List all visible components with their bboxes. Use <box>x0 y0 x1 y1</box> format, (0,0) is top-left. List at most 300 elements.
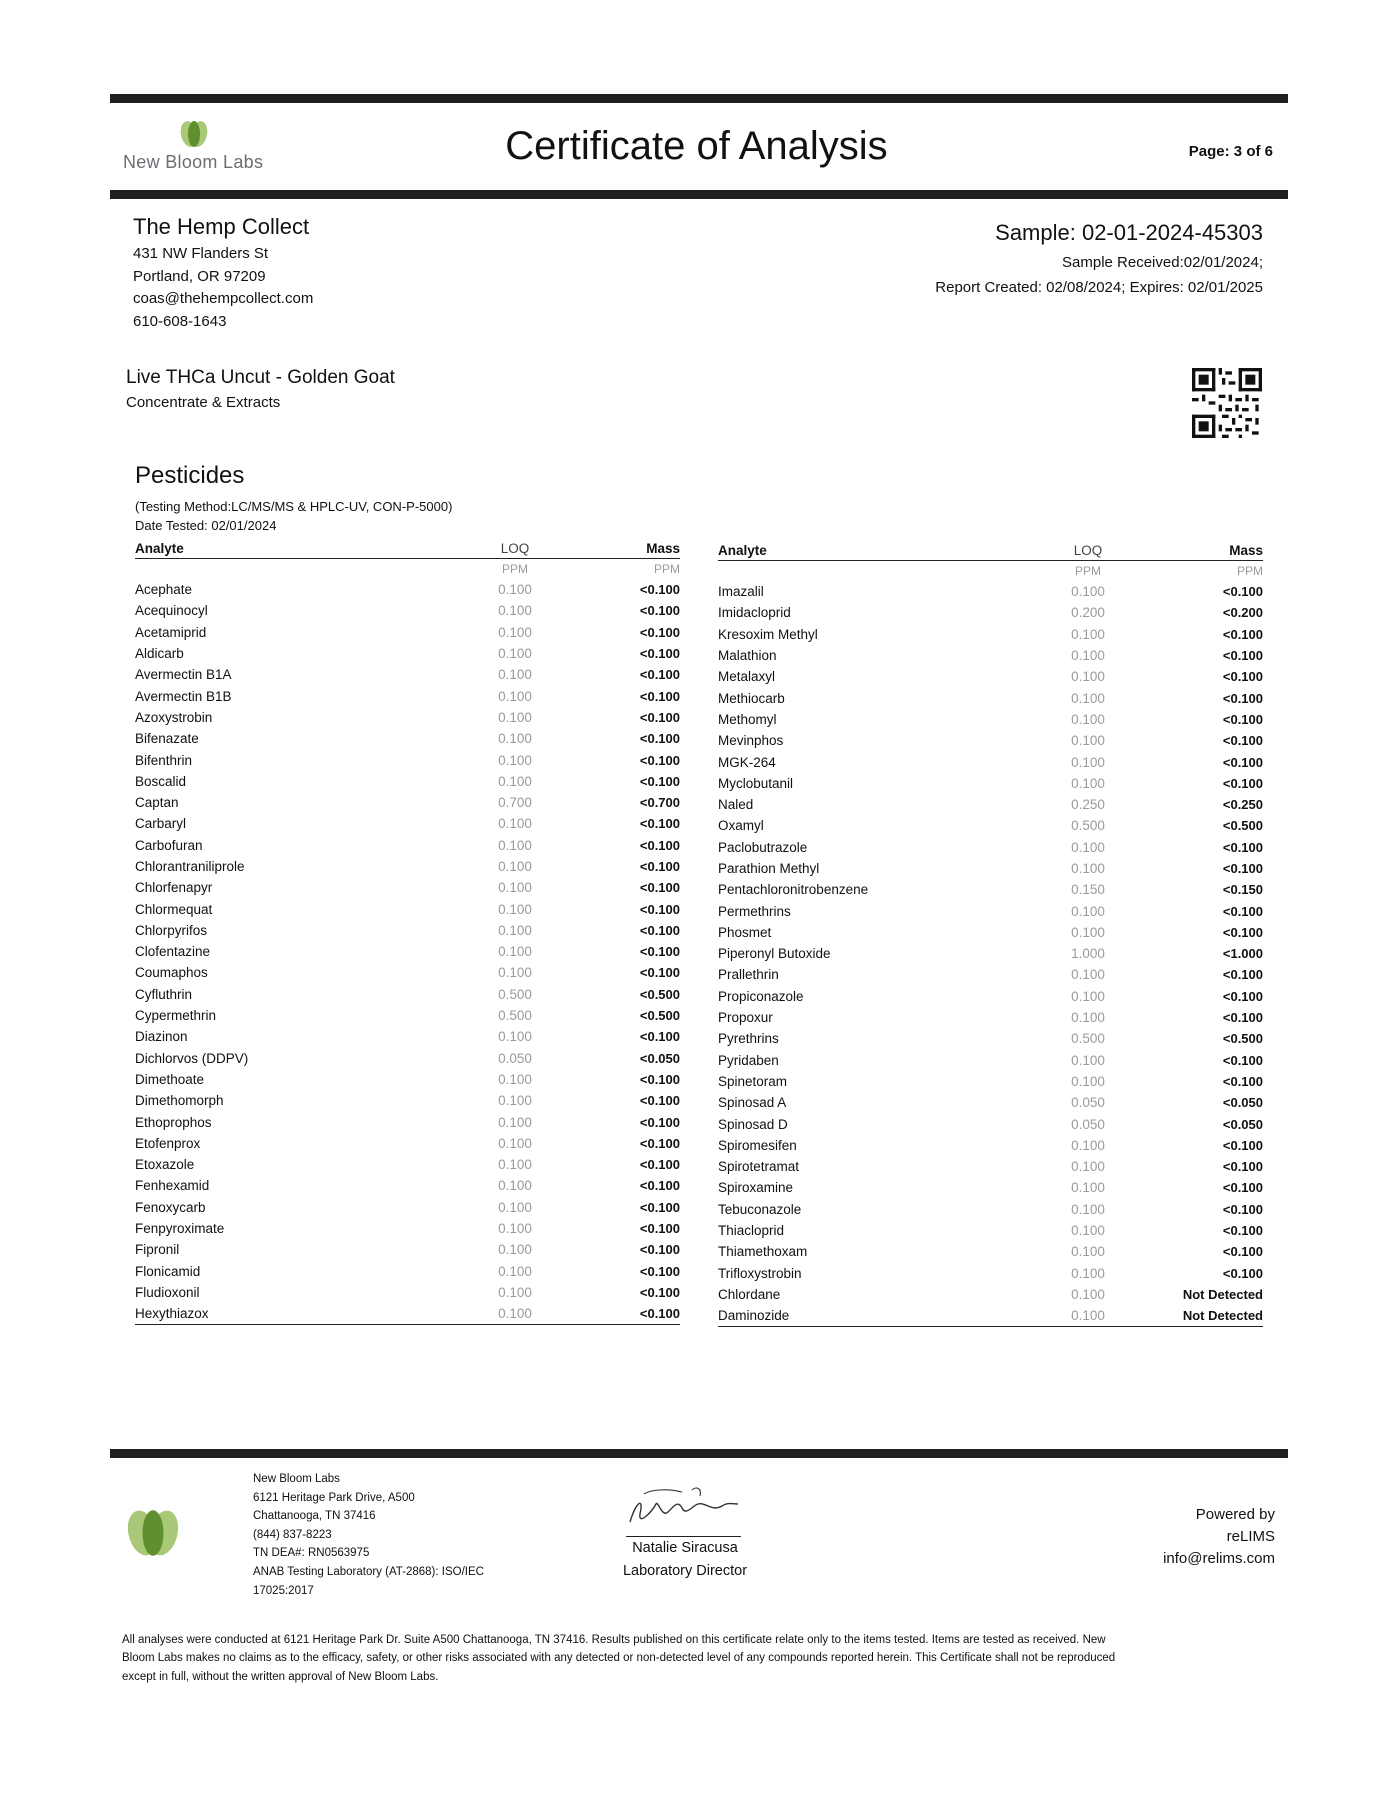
loq-cell: 0.100 <box>1071 1223 1105 1239</box>
table-row <box>135 1197 680 1218</box>
table-row <box>135 664 680 685</box>
table-row <box>718 858 1263 879</box>
mass-cell: <0.250 <box>1222 797 1263 813</box>
analyte-cell: Spirotetramat <box>718 1159 800 1175</box>
powered-by-line: info@relims.com <box>1163 1550 1275 1567</box>
mass-cell: <0.100 <box>639 709 680 725</box>
analyte-cell: Tebuconazole <box>718 1201 802 1217</box>
analyte-cell: Chlordane <box>718 1286 781 1302</box>
table-row <box>718 837 1263 858</box>
analyte-cell: Mevinphos <box>718 733 784 749</box>
mass-cell: <1.000 <box>1222 946 1263 962</box>
analyte-cell: Acequinocyl <box>135 603 208 619</box>
mass-cell: <0.100 <box>1222 1244 1263 1260</box>
signature-image <box>622 1482 742 1534</box>
loq-cell: 0.100 <box>1071 754 1105 770</box>
mass-cell: <0.100 <box>1222 690 1263 706</box>
table-row <box>135 835 680 856</box>
sample-id: Sample: 02-01-2024-45303 <box>995 220 1263 245</box>
loq-cell: 0.100 <box>498 1242 532 1258</box>
mass-cell: <0.100 <box>565 1303 680 1325</box>
units-row <box>718 561 1263 582</box>
powered-by-line: Powered by <box>1195 1506 1275 1523</box>
mass-unit: PPM <box>653 562 680 576</box>
loq-cell: 0.100 <box>1071 1159 1105 1175</box>
mass-cell: <0.100 <box>639 1114 680 1130</box>
mass-cell: <0.500 <box>639 1008 680 1024</box>
mass-cell: <0.100 <box>639 1071 680 1087</box>
mass-cell: <0.100 <box>1222 1010 1263 1026</box>
table-row <box>718 1305 1263 1327</box>
col-analyte-header: Analyte <box>718 540 1038 561</box>
lab-address-line: TN DEA#: RN0563975 <box>253 1547 370 1560</box>
table-row <box>135 728 680 749</box>
loq-cell: 0.150 <box>1071 882 1105 898</box>
table-row <box>718 709 1263 730</box>
analyte-cell: Fipronil <box>135 1242 180 1258</box>
loq-cell: 0.100 <box>498 1071 532 1087</box>
mass-cell: <0.100 <box>639 667 680 683</box>
analyte-cell: Bifenthrin <box>135 752 193 768</box>
mass-cell: <0.100 <box>1222 733 1263 749</box>
mass-cell: <0.100 <box>1222 924 1263 940</box>
table-row <box>718 794 1263 815</box>
loq-cell: 0.100 <box>1071 669 1105 685</box>
analyte-cell: Fenhexamid <box>135 1178 210 1194</box>
table-row <box>135 1069 680 1090</box>
mass-cell: <0.100 <box>1222 1073 1263 1089</box>
analyte-cell: Diazinon <box>135 1029 188 1045</box>
testing-method: (Testing Method:LC/MS/MS & HPLC-UV, CON-P-5000) <box>135 499 453 514</box>
loq-cell: 0.100 <box>1071 967 1105 983</box>
analyte-cell: Oxamyl <box>718 818 764 834</box>
analyte-cell: Chlormequat <box>135 901 213 917</box>
table-row <box>718 730 1263 751</box>
analyte-cell: Fenpyroximate <box>135 1221 225 1237</box>
loq-cell: 0.100 <box>498 837 532 853</box>
lab-address-line: 6121 Heritage Park Drive, A500 <box>253 1491 415 1504</box>
loq-cell: 0.500 <box>1071 1031 1105 1047</box>
mass-cell: <0.100 <box>639 1199 680 1215</box>
table-row <box>718 1092 1263 1113</box>
analyte-cell: Fenoxycarb <box>135 1199 206 1215</box>
analyte-cell: Paclobutrazole <box>718 839 808 855</box>
analyte-cell: Chlorpyrifos <box>135 922 208 938</box>
loq-cell: 0.100 <box>1071 988 1105 1004</box>
lab-address-line: ANAB Testing Laboratory (AT-2868): ISO/IEC <box>253 1565 484 1578</box>
table-row <box>135 1282 680 1303</box>
analyte-cell: Imidacloprid <box>718 605 791 621</box>
client-phone: 610-608-1643 <box>133 312 227 330</box>
table-row <box>718 1071 1263 1092</box>
client-block <box>133 214 313 333</box>
mass-cell: <0.100 <box>639 837 680 853</box>
table-row <box>718 1284 1263 1305</box>
mass-cell: <0.500 <box>1222 1031 1263 1047</box>
table-row <box>718 687 1263 708</box>
analyte-cell: Spinetoram <box>718 1073 788 1089</box>
table-row <box>718 986 1263 1007</box>
loq-cell: 0.100 <box>498 1029 532 1045</box>
mass-cell: <0.100 <box>1222 648 1263 664</box>
analyte-cell: Avermectin B1B <box>135 688 232 704</box>
table-row <box>135 1133 680 1154</box>
analyte-cell: Kresoxim Methyl <box>718 626 818 642</box>
loq-cell: 0.100 <box>498 1199 532 1215</box>
analyte-cell: Ethoprophos <box>135 1114 212 1130</box>
mass-cell: <0.100 <box>639 1263 680 1279</box>
loq-unit: PPM <box>1074 564 1101 578</box>
analyte-cell: Chlorfenapyr <box>135 880 213 896</box>
lab-address-line: Chattanooga, TN 37416 <box>253 1510 376 1523</box>
client-address-2: Portland, OR 97209 <box>133 267 266 285</box>
mass-cell: <0.100 <box>1222 1265 1263 1281</box>
analyte-cell: Cyfluthrin <box>135 986 193 1002</box>
mass-unit: PPM <box>1236 564 1263 578</box>
analyte-cell: Carbofuran <box>135 837 203 853</box>
analyte-cell: Daminozide <box>718 1305 1038 1327</box>
mass-cell: <0.100 <box>1222 1201 1263 1217</box>
lab-address-line: New Bloom Labs <box>253 1473 340 1485</box>
loq-cell: 0.100 <box>1071 711 1105 727</box>
loq-cell: 0.100 <box>498 688 532 704</box>
analyte-cell: Boscalid <box>135 773 187 789</box>
mass-cell: <0.200 <box>1222 605 1263 621</box>
analyte-cell: Trifloxystrobin <box>718 1265 802 1281</box>
mass-cell: <0.100 <box>639 1157 680 1173</box>
analyte-cell: Captan <box>135 795 179 811</box>
table-row <box>135 600 680 621</box>
mass-cell: <0.100 <box>1222 1137 1263 1153</box>
mass-cell: <0.100 <box>639 688 680 704</box>
analyte-cell: Dimethomorph <box>135 1093 224 1109</box>
mass-cell: <0.100 <box>639 965 680 981</box>
analyte-cell: Naled <box>718 797 754 813</box>
mass-cell: <0.100 <box>1222 861 1263 876</box>
loq-cell: 0.100 <box>498 965 532 981</box>
mass-cell: <0.100 <box>1222 903 1263 919</box>
analyte-cell: Phosmet <box>718 924 772 940</box>
loq-cell: 0.050 <box>498 1050 532 1066</box>
table-row <box>718 1263 1263 1284</box>
mass-cell: <0.100 <box>1222 626 1263 642</box>
mass-cell: <0.050 <box>639 1050 680 1066</box>
loq-cell: 0.100 <box>498 624 532 640</box>
mass-cell: <0.500 <box>639 986 680 1002</box>
client-name: The Hemp Collect <box>133 214 310 239</box>
table-row <box>135 941 680 962</box>
header-top-rule <box>110 94 1288 103</box>
analyte-cell: Methiocarb <box>718 690 785 706</box>
mass-cell: <0.100 <box>1222 584 1263 600</box>
analyte-cell: Spinosad D <box>718 1116 788 1132</box>
client-address-1: 431 NW Flanders St <box>133 245 269 262</box>
analyte-cell: Etoxazole <box>135 1157 195 1173</box>
table-row <box>135 920 680 941</box>
disclaimer <box>122 1631 1282 1686</box>
signer-name: Natalie Siracusa <box>632 1540 738 1556</box>
table-header-row <box>135 538 680 559</box>
loq-cell: 0.100 <box>1071 1244 1105 1260</box>
mass-cell: <0.100 <box>1222 711 1263 727</box>
table-row <box>135 1026 680 1047</box>
loq-cell: 0.100 <box>1071 1201 1105 1217</box>
powered-by-block <box>1163 1504 1275 1570</box>
loq-cell: 0.500 <box>1071 818 1105 834</box>
loq-cell: 0.100 <box>498 901 532 917</box>
loq-cell: 0.100 <box>1071 1010 1105 1026</box>
analyte-cell: Thiamethoxam <box>718 1244 808 1260</box>
loq-cell: 0.100 <box>1071 861 1105 876</box>
loq-cell: 1.000 <box>1071 946 1105 962</box>
loq-cell: 0.100 <box>498 1093 532 1109</box>
footer-rule <box>110 1449 1288 1458</box>
analyte-cell: Chlorantraniliprole <box>135 859 245 874</box>
signature-line <box>626 1536 741 1537</box>
qr-code-icon[interactable] <box>1192 368 1262 438</box>
mass-cell: <0.100 <box>1222 754 1263 770</box>
table-row <box>135 1303 680 1325</box>
analyte-cell: Thiacloprid <box>718 1223 785 1239</box>
analyte-cell: Metalaxyl <box>718 669 776 685</box>
analyte-cell: Pyridaben <box>718 1052 779 1068</box>
loq-cell: 0.100 <box>1071 1073 1105 1089</box>
loq-cell: 0.100 <box>498 773 532 789</box>
mass-cell: <0.100 <box>639 1178 680 1194</box>
loq-cell: 0.100 <box>1038 1305 1138 1327</box>
table-row <box>135 1005 680 1026</box>
analyte-cell: Coumaphos <box>135 965 208 981</box>
analyte-cell: Acephate <box>135 582 193 598</box>
table-row <box>718 773 1263 794</box>
analyte-cell: Acetamiprid <box>135 624 207 640</box>
analyte-cell: Avermectin B1A <box>135 667 232 683</box>
loq-cell: 0.100 <box>1071 1180 1105 1196</box>
analyte-cell: Carbaryl <box>135 816 187 832</box>
loq-cell: 0.100 <box>465 1303 565 1325</box>
mass-cell: <0.100 <box>639 603 680 619</box>
results-table-left <box>135 538 680 1325</box>
loq-cell: 0.250 <box>1071 797 1105 813</box>
loq-cell: 0.100 <box>1071 775 1105 791</box>
table-row <box>718 1199 1263 1220</box>
mass-cell: <0.100 <box>639 624 680 640</box>
loq-unit: PPM <box>501 562 528 576</box>
product-name: Live THCa Uncut - Golden Goat <box>126 367 395 388</box>
logo-text: New Bloom Labs <box>123 152 264 172</box>
analyte-cell: Piperonyl Butoxide <box>718 946 831 962</box>
mass-cell: <0.100 <box>1222 1180 1263 1196</box>
loq-cell: 0.100 <box>498 1263 532 1279</box>
loq-cell: 0.700 <box>498 795 532 811</box>
sample-received: Sample Received:02/01/2024; <box>1062 254 1263 271</box>
table-row <box>718 751 1263 772</box>
table-row <box>718 1241 1263 1262</box>
table-row <box>135 1154 680 1175</box>
mass-cell: <0.050 <box>1222 1116 1263 1132</box>
analyte-cell: Permethrins <box>718 903 791 919</box>
analyte-cell: Cypermethrin <box>135 1008 217 1024</box>
loq-cell: 0.100 <box>1071 903 1105 919</box>
lab-address-line: (844) 837-8223 <box>253 1528 332 1541</box>
analyte-cell: Propiconazole <box>718 988 804 1004</box>
table-row <box>718 1220 1263 1241</box>
analyte-cell: Azoxystrobin <box>135 709 213 725</box>
table-row <box>135 898 680 919</box>
table-row <box>718 1177 1263 1198</box>
loq-cell: 0.100 <box>498 646 532 662</box>
table-row <box>718 922 1263 943</box>
analyte-cell: Aldicarb <box>135 646 184 662</box>
mass-cell: <0.100 <box>639 1221 680 1237</box>
table-row <box>718 943 1263 964</box>
mass-cell: <0.100 <box>1222 775 1263 791</box>
table-row <box>718 1007 1263 1028</box>
loq-cell: 0.050 <box>1071 1095 1105 1111</box>
mass-cell: <0.100 <box>1222 1223 1263 1239</box>
loq-cell: 0.100 <box>1071 1137 1105 1153</box>
loq-cell: 0.500 <box>498 986 532 1002</box>
loq-cell: 0.100 <box>1071 1286 1105 1302</box>
table-row <box>135 792 680 813</box>
loq-cell: 0.100 <box>498 880 532 896</box>
table-row <box>135 643 680 664</box>
analyte-cell: Spinosad A <box>718 1095 787 1111</box>
mass-cell: <0.100 <box>639 752 680 768</box>
loq-cell: 0.100 <box>1071 648 1105 664</box>
analyte-cell: Dimethoate <box>135 1071 205 1087</box>
loq-cell: 0.100 <box>1071 584 1105 600</box>
table-row <box>135 984 680 1005</box>
mass-cell: <0.100 <box>639 922 680 938</box>
mass-cell: Not Detected <box>1138 1305 1263 1327</box>
page-title: Certificate of Analysis <box>505 124 888 168</box>
mass-cell: <0.700 <box>639 795 680 811</box>
loq-cell: 0.100 <box>498 816 532 832</box>
mass-cell: <0.100 <box>639 1242 680 1258</box>
analyte-cell: Myclobutanil <box>718 775 794 791</box>
table-row <box>135 749 680 770</box>
client-email: coas@thehempcollect.com <box>133 290 314 307</box>
loq-cell: 0.100 <box>1071 1265 1105 1281</box>
loq-cell: 0.100 <box>498 1114 532 1130</box>
col-loq-header: LOQ <box>465 538 565 559</box>
table-row <box>135 1048 680 1069</box>
loq-cell: 0.100 <box>498 667 532 683</box>
analyte-cell: Pyrethrins <box>718 1031 779 1047</box>
loq-cell: 0.200 <box>1071 605 1105 621</box>
table-row <box>718 815 1263 836</box>
analyte-cell: Etofenprox <box>135 1135 201 1151</box>
table-row <box>135 622 680 643</box>
section-title: Pesticides <box>135 462 245 489</box>
table-row <box>135 1111 680 1132</box>
loq-cell: 0.500 <box>498 1008 532 1024</box>
mass-cell: <0.100 <box>639 944 680 960</box>
loq-cell: 0.100 <box>1071 924 1105 940</box>
table-row <box>718 624 1263 645</box>
col-mass-header: Mass <box>565 538 680 559</box>
powered-by-line: reLIMS <box>1226 1528 1275 1545</box>
mass-cell: <0.100 <box>639 646 680 662</box>
mass-cell: <0.500 <box>1222 818 1263 834</box>
analyte-cell: Malathion <box>718 648 777 664</box>
disclaimer-line: Bloom Labs makes no claims as to the efficacy, safety, or other risks associated with any detected or non-detected level of any compounds reported herein. This Certificate shall not be reproduced <box>122 1652 1116 1665</box>
loq-cell: 0.100 <box>498 1135 532 1151</box>
table-row <box>718 1113 1263 1134</box>
loq-cell: 0.100 <box>498 582 532 598</box>
analyte-cell: MGK-264 <box>718 754 776 770</box>
analyte-cell: Dichlorvos (DDPV) <box>135 1050 249 1066</box>
analyte-cell: Propoxur <box>718 1010 773 1026</box>
analyte-cell: Pentachloronitrobenzene <box>718 882 869 898</box>
mass-cell: <0.100 <box>639 901 680 917</box>
table-row <box>718 645 1263 666</box>
loq-cell: 0.100 <box>1071 839 1105 855</box>
analyte-cell: Methomyl <box>718 711 777 727</box>
loq-cell: 0.100 <box>498 1221 532 1237</box>
leaf-logo-icon <box>120 1505 186 1561</box>
loq-cell: 0.100 <box>498 603 532 619</box>
mass-cell: <0.100 <box>639 880 680 896</box>
mass-cell: <0.100 <box>1222 1159 1263 1175</box>
loq-cell: 0.100 <box>1071 626 1105 642</box>
lab-address-line: 17025:2017 <box>253 1584 314 1597</box>
table-row <box>135 1239 680 1260</box>
product-category: Concentrate & Extracts <box>126 394 281 411</box>
mass-cell: Not Detected <box>1182 1286 1263 1302</box>
table-row <box>135 1090 680 1111</box>
loq-cell: 0.100 <box>498 922 532 938</box>
table-row <box>135 771 680 792</box>
page-number: Page: 3 of 6 <box>1188 143 1273 160</box>
analyte-cell: Clofentazine <box>135 944 211 960</box>
mass-cell: <0.100 <box>1222 1052 1263 1068</box>
analyte-cell: Parathion Methyl <box>718 861 820 876</box>
table-row <box>718 581 1263 602</box>
header-bottom-rule <box>110 190 1288 199</box>
mass-cell: <0.100 <box>639 773 680 789</box>
loq-cell: 0.100 <box>1071 733 1105 749</box>
mass-cell: <0.100 <box>639 1093 680 1109</box>
table-row <box>718 666 1263 687</box>
mass-cell: <0.050 <box>1222 1095 1263 1111</box>
analyte-cell: Imazalil <box>718 584 764 600</box>
analyte-cell: Prallethrin <box>718 967 779 983</box>
loq-cell: 0.100 <box>1071 1052 1105 1068</box>
mass-cell: <0.100 <box>639 859 680 874</box>
mass-cell: <0.100 <box>1222 967 1263 983</box>
mass-cell: <0.100 <box>639 1284 680 1300</box>
loq-cell: 0.050 <box>1071 1116 1105 1132</box>
table-header-row <box>718 540 1263 561</box>
loq-cell: 0.100 <box>498 944 532 960</box>
loq-cell: 0.100 <box>498 1157 532 1173</box>
signer-title: Laboratory Director <box>622 1563 748 1579</box>
table-row <box>135 813 680 834</box>
analyte-cell: Flonicamid <box>135 1263 201 1279</box>
table-row <box>135 1218 680 1239</box>
results-table-right <box>718 540 1263 1327</box>
table-row <box>135 856 680 877</box>
table-row <box>135 962 680 983</box>
mass-cell: <0.100 <box>639 1029 680 1045</box>
disclaimer-line: All analyses were conducted at 6121 Heritage Park Dr. Suite A500 Chattanooga, TN 37416. Results published on this certificate relate only to the items tested. Items are tested as received. New <box>122 1634 1106 1646</box>
lab-address-block <box>253 1470 484 1600</box>
table-row <box>135 1175 680 1196</box>
loq-cell: 0.100 <box>498 709 532 725</box>
table-row <box>135 685 680 706</box>
